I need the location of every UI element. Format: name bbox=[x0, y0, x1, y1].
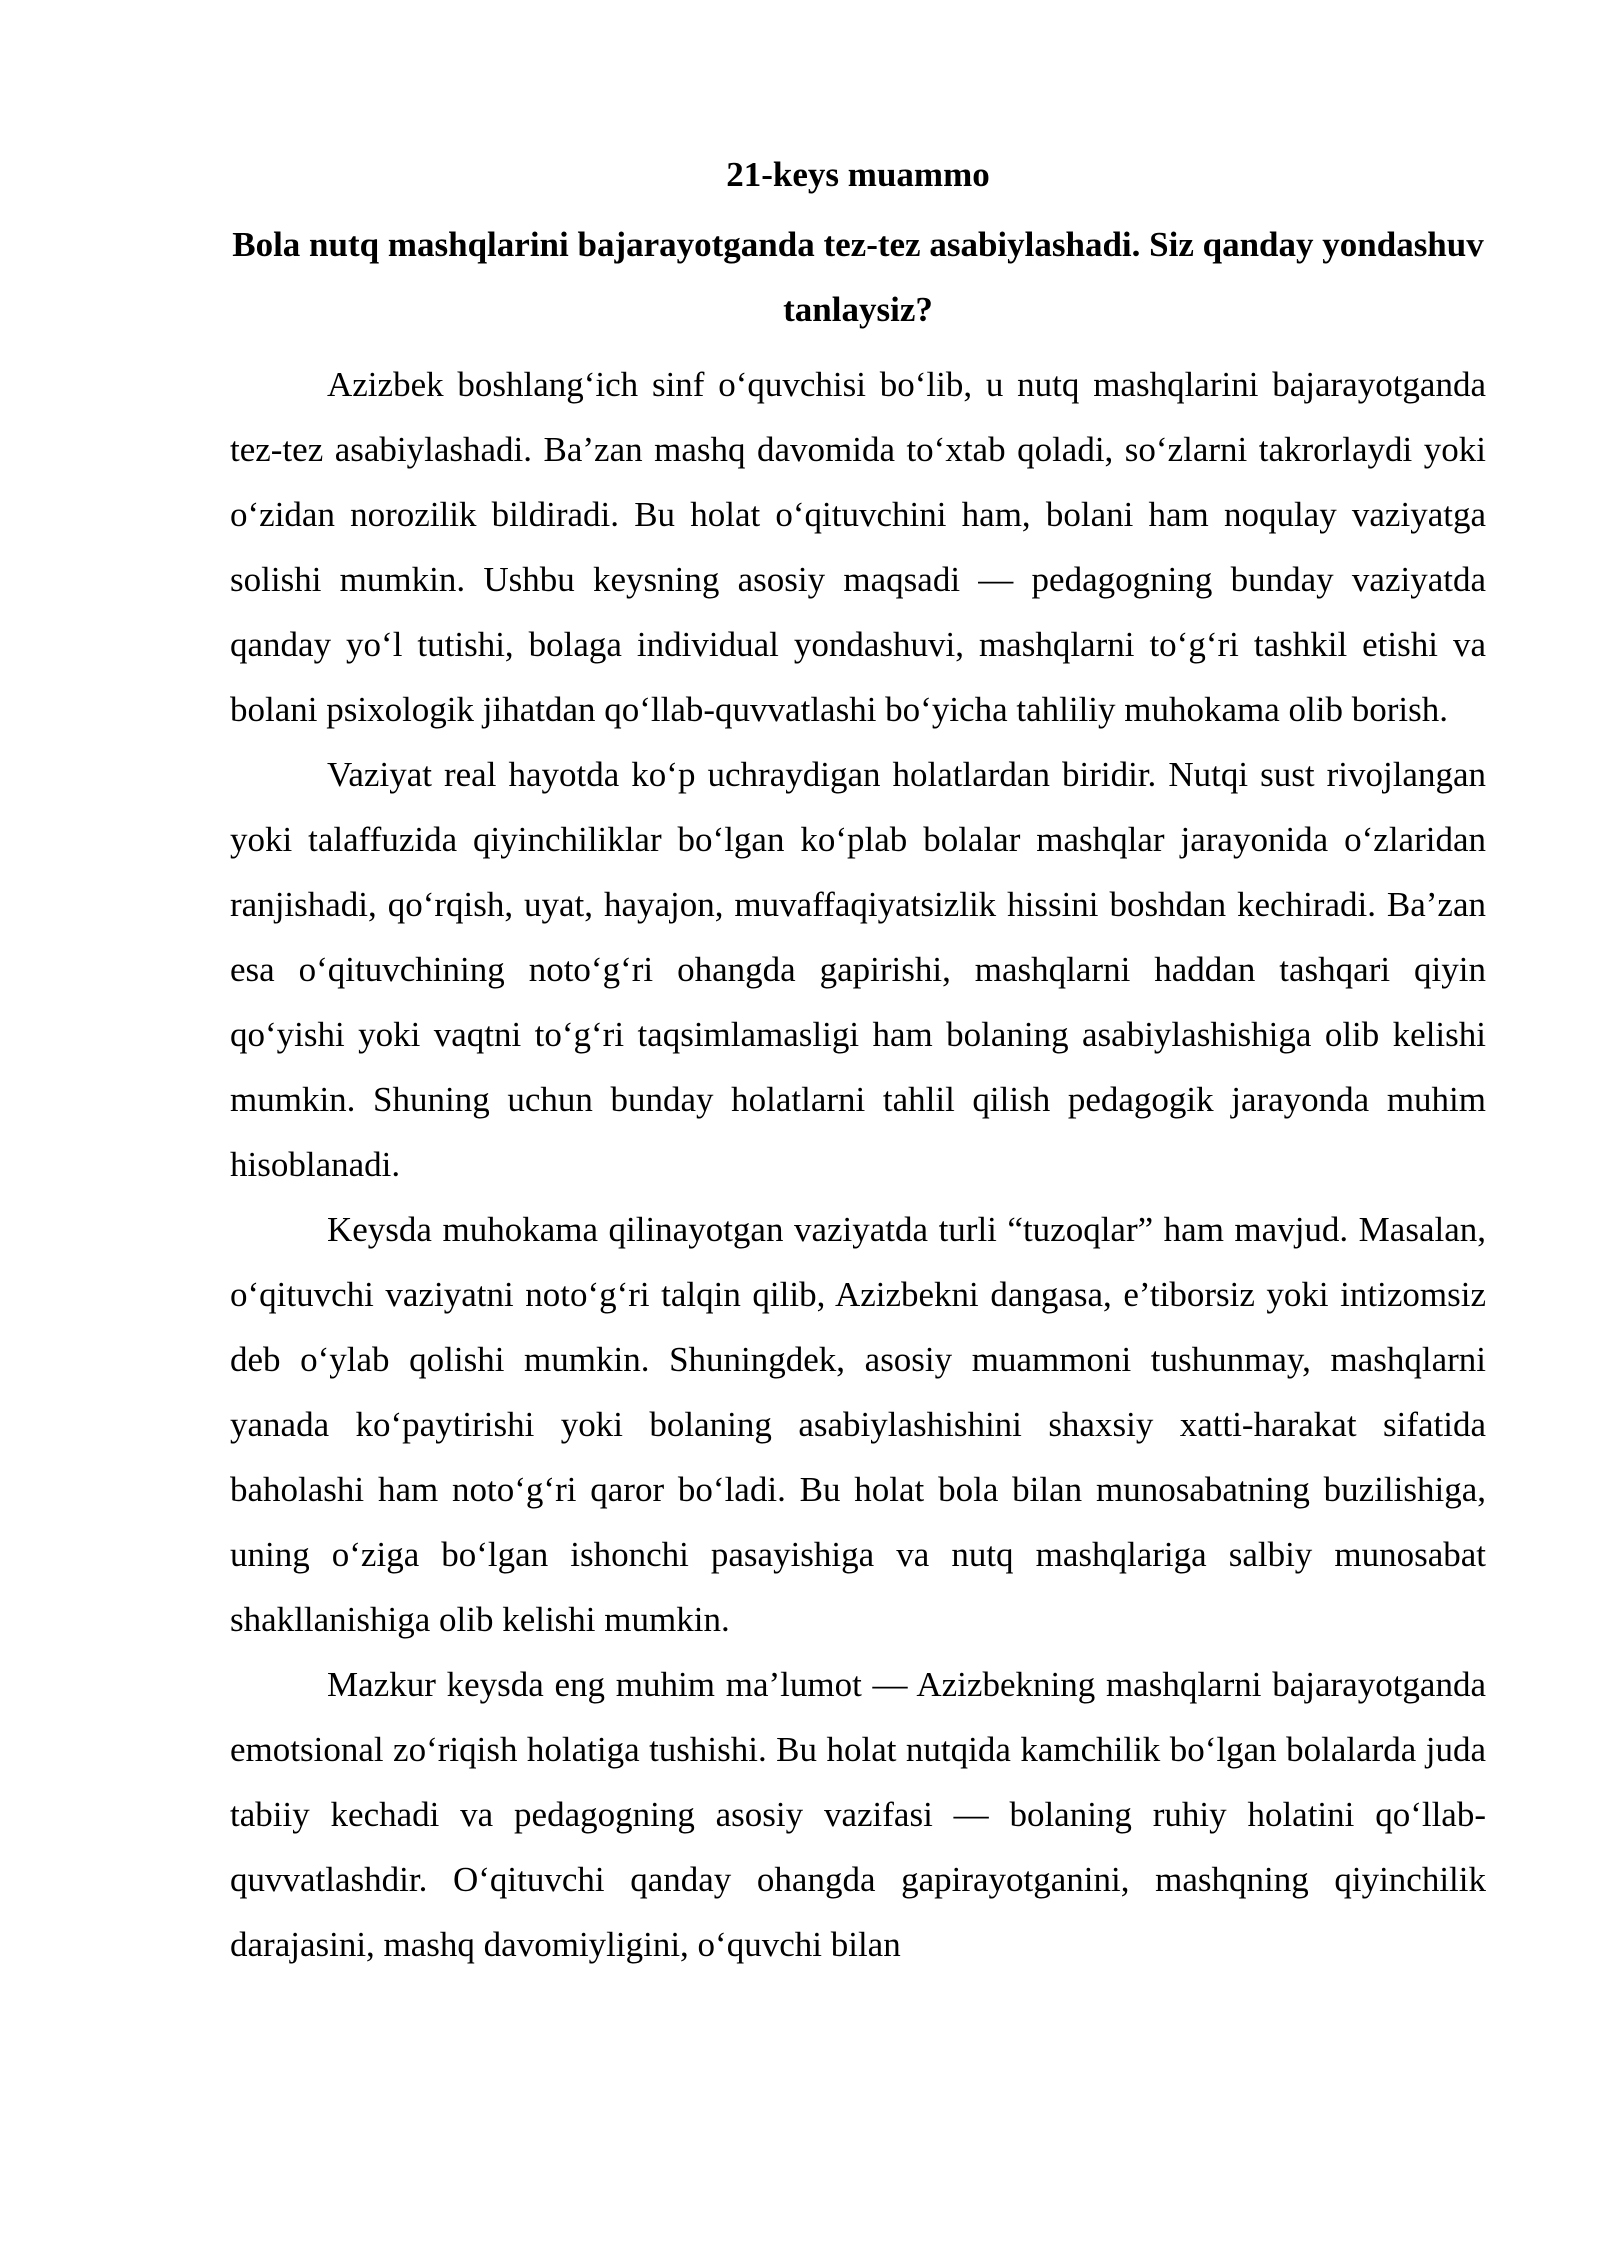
case-title: 21-keys muammo bbox=[726, 155, 990, 194]
case-question: Bola nutq mashqlarini bajarayotganda tez-tez asabiylashadi. Siz qanday yondashuv tanlaysiz? bbox=[232, 225, 1484, 329]
document-body bbox=[230, 150, 1486, 1977]
paragraph-1: Azizbek boshlang‘ich sinf o‘quvchisi bo‘lib, u nutq mashqlarini bajarayotganda tez-tez asabiylashadi. Ba’zan mashq davomida to‘xtab qoladi, so‘zlarni takrorlaydi yoki o‘zidan norozilik bildiradi. Bu holat o‘qituvchini ham, bolani ham noqulay vaziyatga solishi mumkin. Ushbu keysning asosiy maqsadi — pedagogning bunday vaziyatda qanday yo‘l tutishi, bolaga individual yondashuvi, mashqlarni to‘g‘ri tashkil etishi va bolani psixologik jihatdan qo‘llab-quvvatlashi bo‘yicha tahliliy muhokama olib borish. bbox=[230, 365, 1486, 729]
paragraph-2: Vaziyat real hayotda ko‘p uchraydigan holatlardan biridir. Nutqi sust rivojlangan yoki talaffuzida qiyinchiliklar bo‘lgan ko‘plab bolalar mashqlar jarayonida o‘zlaridan ranjishadi, qo‘rqish, uyat, hayajon, muvaffaqiyatsizlik hissini boshdan kechiradi. Ba’zan esa o‘qituvchining noto‘g‘ri ohangda gapirishi, mashqlarni haddan tashqari qiyin qo‘yishi yoki vaqtni to‘g‘ri taqsimlamasligi ham bolaning asabiylashishiga olib kelishi mumkin. Shuning uchun bunday holatlarni tahlil qilish pedagogik jarayonda muhim hisoblanadi. bbox=[230, 755, 1486, 1184]
paragraph-3: Keysda muhokama qilinayotgan vaziyatda turli “tuzoqlar” ham mavjud. Masalan, o‘qituvchi vaziyatni noto‘g‘ri talqin qilib, Azizbekni dangasa, e’tiborsiz yoki intizomsiz deb o‘ylab qolishi mumkin. Shuningdek, asosiy muammoni tushunmay, mashqlarni yanada ko‘paytirishi yoki bolaning asabiylashishini shaxsiy xatti-harakat sifatida baholashi ham noto‘g‘ri qaror bo‘ladi. Bu holat bola bilan munosabatning buzilishiga, uning o‘ziga bo‘lgan ishonchi pasayishiga va nutq mashqlariga salbiy munosabat shakllanishiga olib kelishi mumkin. bbox=[230, 1210, 1486, 1639]
paragraph-4: Mazkur keysda eng muhim ma’lumot — Azizbekning mashqlarni bajarayotganda emotsional zo‘riqish holatiga tushishi. Bu holat nutqida kamchilik bo‘lgan bolalarda juda tabiiy kechadi va pedagogning asosiy vazifasi — bolaning ruhiy holatini qo‘llab-quvvatlashdir. O‘qituvchi qanday ohangda gapirayotganini, mashqning qiyinchilik darajasini, mashq davomiyligini, o‘quvchi bilan bbox=[230, 1665, 1486, 1964]
